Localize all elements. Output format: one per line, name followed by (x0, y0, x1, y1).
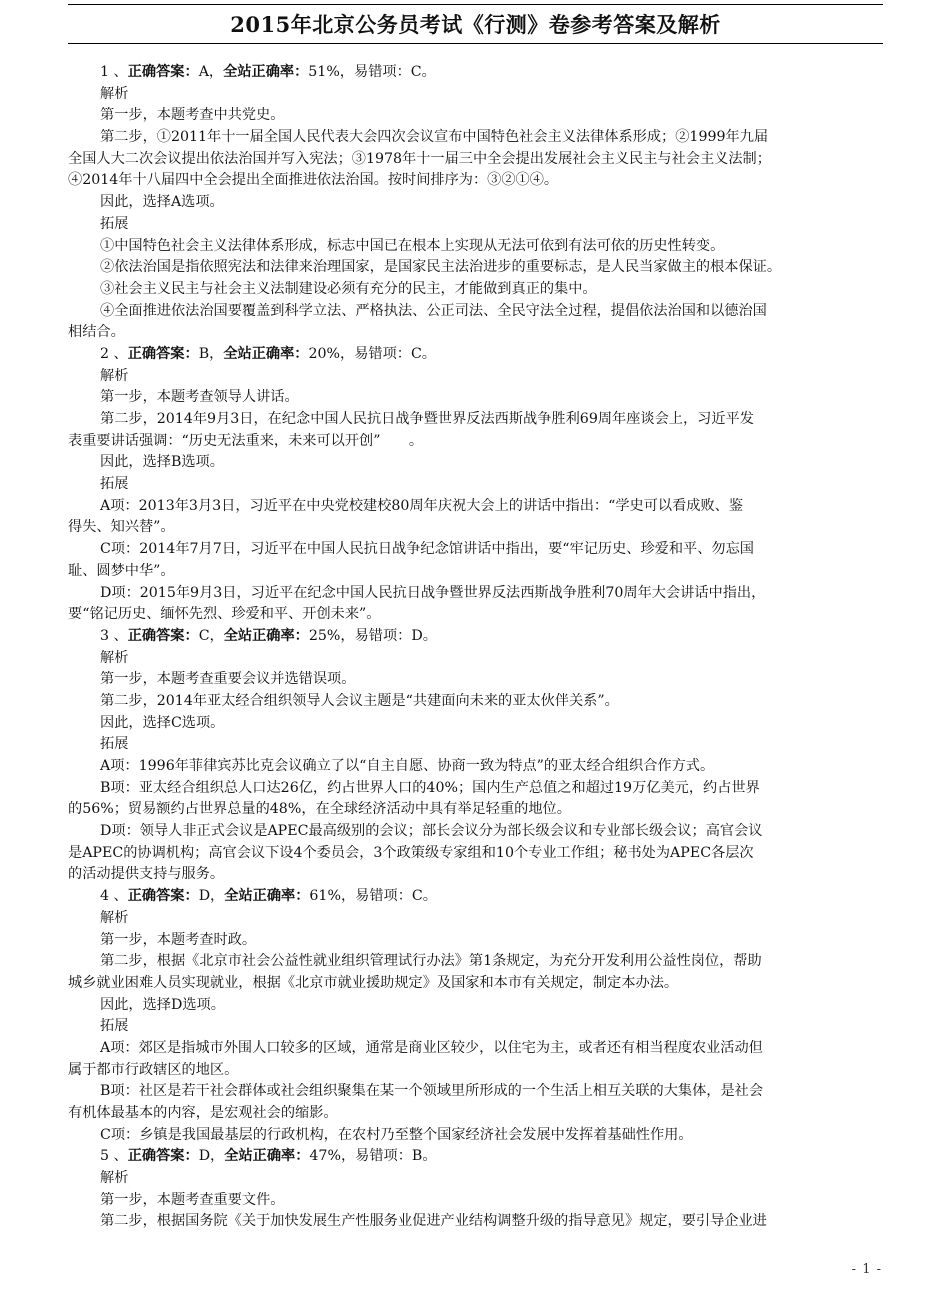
error-prone-label: 易错项： (354, 345, 411, 362)
correct-answer-value: B， (198, 345, 224, 362)
text-line: 解析 (100, 909, 129, 926)
text-line: 第一步，本题考查领导人讲话。 (100, 389, 299, 406)
answer-line (68, 626, 883, 648)
accuracy-rate-label: 全站正确率： (223, 345, 309, 362)
accuracy-rate-value: 47%， (309, 1148, 356, 1165)
text-line: A项：2013年3月3日，习近平在中央党校建校80周年庆祝大会上的讲话中指出：“学史可以看成败、鉴 (100, 497, 744, 514)
error-prone-label: 易错项： (354, 64, 411, 80)
text-line: A项：郊区是指城市外围人口较多的区域，通常是商业区较少，以住宅为主，或者还有相当程度农业活动但 (100, 1039, 763, 1056)
top-rule (68, 4, 883, 5)
correct-answer-value: D， (198, 1148, 225, 1165)
accuracy-rate-label: 全站正确率： (223, 627, 309, 644)
text-line: ②依法治国是指依照宪法和法律来治理国家，是国家民主法治进步的重要标志，是人民当家做主的根本保证。 (100, 259, 782, 276)
text-line: 第一步，本题考查时政。 (100, 931, 257, 948)
text-line: ③社会主义民主与社会主义法制建设必须有充分的民主，才能做到真正的集中。 (100, 280, 597, 297)
accuracy-rate-value: 61%， (309, 888, 356, 905)
correct-answer-label: 正确答案： (127, 1148, 199, 1165)
text-line: C项：乡镇是我国最基层的行政机构，在农村乃至整个国家经济社会发展中发挥着基础性作用。 (100, 1126, 693, 1143)
text-line: 因此，选择D选项。 (100, 996, 225, 1013)
document-body (68, 62, 883, 1233)
accuracy-rate-value: 25%， (308, 627, 355, 644)
error-prone-value: B。 (411, 1148, 437, 1165)
answer-line (68, 62, 883, 84)
error-prone-label: 易错项： (354, 627, 412, 644)
question-number: 2 、 (100, 345, 128, 362)
text-line: 因此，选择A选项。 (100, 194, 224, 211)
text-line: ④2014年十八届四中全会提出全面推进依法治国。按时间排序为：③②①④。 (68, 172, 559, 189)
accuracy-rate-label: 全站正确率： (224, 1148, 310, 1165)
error-prone-value: C。 (410, 64, 436, 80)
text-line: B项：社区是若干社会群体或社会组织聚集在某一个领域里所形成的一个生活上相互关联的大集体，是社会 (100, 1083, 764, 1100)
accuracy-rate-value: 20%， (308, 345, 355, 362)
question-number: 4 、 (100, 888, 128, 905)
text-line: ①中国特色社会主义法律体系形成，标志中国已在根本上实现从无法可依到有法可依的历史性转变。 (100, 237, 725, 254)
text-line: 耻、圆梦中华”。 (68, 562, 175, 579)
answer-line (68, 886, 883, 908)
accuracy-rate-label: 全站正确率： (223, 64, 309, 80)
text-line: 得失、知兴替”。 (68, 519, 175, 536)
text-line: 解析 (100, 367, 129, 384)
question-number: 1 、 (100, 64, 128, 80)
text-line: 因此，选择B选项。 (100, 454, 224, 471)
text-line: 第一步，本题考查中共党史。 (100, 107, 285, 124)
correct-answer-label: 正确答案： (127, 345, 199, 362)
text-line: 解析 (100, 649, 129, 666)
text-line: 是APEC的协调机构；高官会议下设4个委员会，3个政策级专家组和10个专业工作组；秘书处为APEC各层次 (68, 844, 754, 861)
page-number: - 1 - (851, 1262, 882, 1277)
text-line: 全国人大二次会议提出依法治国并写入宪法；③1978年十一届三中全会提出发展社会主义民主与社会主义法制； (68, 150, 771, 167)
text-line: D项：领导人非正式会议是APEC最高级别的会议；部长会议分为部长级会议和专业部长级会议；高官会议 (100, 823, 763, 840)
text-line: 拓展 (100, 1018, 129, 1035)
text-line: 解析 (100, 85, 129, 102)
text-line: C项：2014年7月7日，习近平在中国人民抗日战争纪念馆讲话中指出，要“牢记历史、珍爱和平、勿忘国 (100, 541, 754, 558)
text-line: 有机体最基本的内容，是宏观社会的缩影。 (68, 1105, 338, 1121)
error-prone-value: C。 (410, 345, 436, 362)
correct-answer-label: 正确答案： (127, 627, 199, 644)
text-line: 要“铭记历史、缅怀先烈、珍爱和平、开创未来”。 (68, 606, 381, 623)
correct-answer-label: 正确答案： (127, 64, 199, 80)
text-line: 拓展 (100, 736, 129, 753)
text-line: 第二步，2014年9月3日，在纪念中国人民抗日战争暨世界反法西斯战争胜利69周年座谈会上，习近平发 (100, 411, 754, 427)
error-prone-label: 易错项： (355, 1148, 412, 1165)
error-prone-value: C。 (411, 888, 437, 905)
accuracy-rate-label: 全站正确率： (224, 888, 310, 905)
page-title: 2015年北京公务员考试《行测》卷参考答案及解析 (230, 12, 721, 37)
answer-line (68, 1146, 883, 1168)
question-number: 5 、 (100, 1148, 128, 1165)
correct-answer-label: 正确答案： (127, 888, 199, 905)
text-line: 第一步，本题考查重要会议并选错误项。 (100, 671, 356, 688)
error-prone-value: D。 (411, 627, 437, 644)
text-line: 的56%；贸易额约占世界总量的48%，在全球经济活动中具有举足轻重的地位。 (68, 801, 571, 818)
text-line: 第二步，根据国务院《关于加快发展生产性服务业促进产业结构调整升级的指导意见》规定，要引导企业进 (100, 1213, 767, 1230)
text-line: 相结合。 (68, 324, 125, 341)
text-line: A项：1996年菲律宾苏比克会议确立了以“自主自愿、协商一致为特点”的亚太经合组织合作方式。 (100, 758, 715, 774)
text-line: 第二步，2014年亚太经合组织领导人会议主题是“共建面向未来的亚太伙伴关系”。 (100, 692, 619, 709)
text-line: 因此，选择C选项。 (100, 714, 225, 731)
text-line: 表重要讲话强调：“历史无法重来，未来可以开创” 。 (68, 432, 424, 449)
text-line: 第一步，本题考查重要文件。 (100, 1191, 285, 1208)
correct-answer-value: A， (198, 64, 224, 80)
question-number: 3 、 (100, 627, 128, 644)
text-line: 第二步，①2011年十一届全国人民代表大会四次会议宣布中国特色社会主义法律体系形成；②1999年九届 (100, 129, 769, 146)
text-line: ④全面推进依法治国要覆盖到科学立法、严格执法、公正司法、全民守法全过程，提倡依法治国和以德治国 (100, 302, 767, 319)
text-line: 第二步，根据《北京市社会公益性就业组织管理试行办法》第1条规定，为充分开发利用公益性岗位，帮助 (100, 953, 762, 970)
error-prone-label: 易错项： (355, 888, 412, 905)
text-line: 解析 (100, 1170, 129, 1187)
title-rule (68, 43, 883, 44)
text-line: 拓展 (100, 215, 129, 232)
text-line: 的活动提供支持与服务。 (68, 866, 225, 883)
correct-answer-value: D， (198, 888, 225, 905)
text-line: 拓展 (100, 476, 129, 493)
answer-line (68, 344, 883, 366)
text-line: D项：2015年9月3日，习近平在纪念中国人民抗日战争暨世界反法西斯战争胜利70周年大会讲话中指出， (100, 584, 766, 601)
text-line: 属于都市行政辖区的地区。 (68, 1061, 239, 1078)
text-line: 城乡就业困难人员实现就业，根据《北京市就业援助规定》及国家和本市有关规定，制定本办法。 (68, 974, 679, 991)
accuracy-rate-value: 51%， (308, 64, 354, 80)
text-line: B项：亚太经合组织总人口达26亿，约占世界人口的40%；国内生产总值之和超过19万亿美元，约占世界 (100, 779, 760, 796)
correct-answer-value: C， (198, 627, 224, 644)
